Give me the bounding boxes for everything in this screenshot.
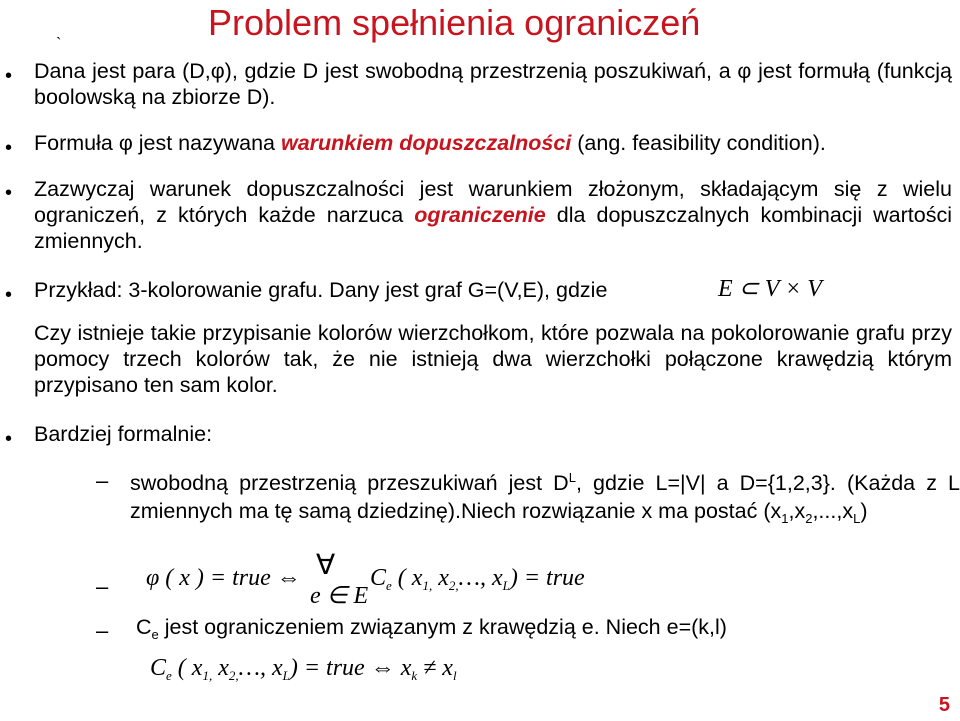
bullet-text-4-cont: Czy istnieje takie przypisanie kolorów wierzchołkom, które pozwala na pokolorowanie grafu przy pomocy trzech kolorów tak, że nie istnieją dwa wierzchołki połączone krawędzią którym przypisano ten sam kolor. <box>34 321 952 397</box>
bullet-marker: • <box>5 428 13 450</box>
emphasis-term: ograniczenie <box>414 203 546 227</box>
bullet-marker: • <box>5 284 13 306</box>
dash-marker: – <box>96 468 109 493</box>
bullet-marker: • <box>5 137 13 159</box>
stray-mark: ` <box>56 35 62 52</box>
bullet-marker: • <box>5 65 13 87</box>
bullet-marker: • <box>5 182 13 204</box>
bullet-text-1: Dana jest para (D,φ), gdzie D jest swobodną przestrzenią poszukiwań, a φ jest formułą (funkcją boolowską na zbiorze D). <box>34 59 952 109</box>
sub-item-3: $C_e$ jest ograniczeniem związanym z krawędzią e. Niech e=(k,l) <box>136 615 727 642</box>
bullet-text-4: Przykład: 3-kolorowanie grafu. Dany jest graf G=(V,E), gdzie <box>34 278 608 302</box>
dash-marker: – <box>96 618 109 643</box>
formula-edge-constraint: $C_e$ ( $x_{1,}$ $x_{2,}\dots$, $x_L$) = true ⇔ $x_k \ne x_l$ <box>150 655 457 683</box>
emphasis-term: warunkiem dopuszczalności <box>280 131 572 155</box>
math-edge-set: E ⊂ V × V <box>718 276 822 302</box>
bullet-text-2: Formuła φ jest nazywana warunkiem dopuszczalności (ang. feasibility condition). <box>34 131 826 155</box>
dash-marker: – <box>96 574 109 599</box>
page-number: 5 <box>938 694 950 716</box>
formula-constraint: $C_e$ ( $x_{1,}$ $x_{2,}\dots$, $x_L$) = true <box>370 565 585 593</box>
slide-title: Problem spełnienia ograniczeń <box>208 2 701 43</box>
forall-symbol: ∀ <box>316 550 336 581</box>
bullet-text-3: Zazwyczaj warunek dopuszczalności jest warunkiem złożonym, składającym się z wielu ograniczeń, z których każde narzuca ograniczenie dla dopuszczalnych kombinacji wartości zmiennych. <box>34 177 953 253</box>
sub-item-1: swobodną przestrzenią przeszukiwań jest $D^L$, gdzie L=|V| a D={1,2,3}. (Każda z L zmiennych ma tę samą dziedzinę).Niech rozwiązanie x ma postać $(x_1,x_2,...,x_L)$ <box>130 470 960 526</box>
bullet-text-5: Bardziej formalnie: <box>34 422 213 446</box>
formula-quantifier-range: e ∈ E <box>310 583 369 609</box>
formula-phi: φ ( x ) = true ⇔ <box>146 565 301 591</box>
